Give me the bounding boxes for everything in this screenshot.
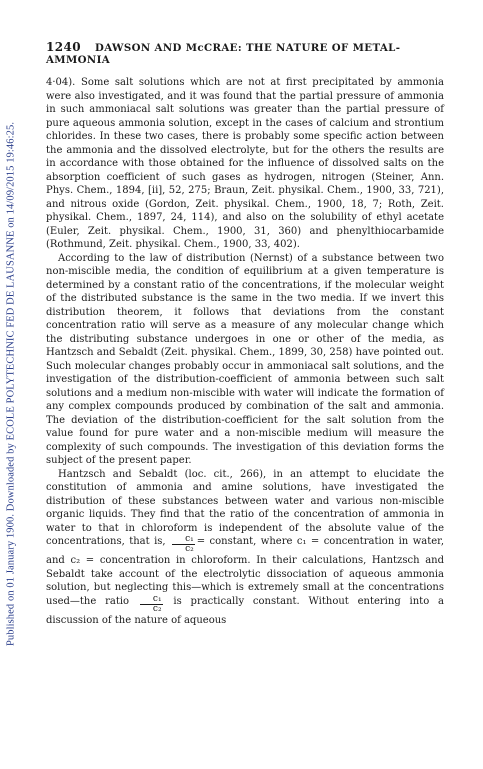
article-body [46, 76, 444, 627]
watermark-text: Published on 01 January 1900. Downloaded by ECOLE POLYTECHNIC FED DE LAUSANNE on 14/09/2015 19:46:25. [5, 121, 17, 647]
journal-page [46, 40, 444, 627]
running-title: DAWSON AND McCRAE: THE NATURE OF METAL-AMMONIA [46, 42, 401, 66]
fraction-denominator: c₂ [185, 544, 194, 554]
fraction-numerator: c₁ [172, 535, 195, 545]
paragraph-2: According to the law of distribution (Nernst) of a substance between two non-miscible media, the condition of equilibrium at a given temperature is determined by a constant ratio of the concentrations, if the molecular weight of the distributed substance is the same in the two media. If we invert this distribution theorem, it follows that deviations from the constant concentration ratio will serve as a measure of any molecular change which the distributing substance undergoes in one or other of the media, as Hantzsch and Sebaldt (Zeit. physikal. Chem., 1899, 30, 258) have pointed out. Such molecular changes probably occur in ammoniacal salt solutions, and the investigation of the distribution-coefficient of ammonia between such salt solutions and a medium non-miscible with water will indicate the formation of any complex compounds produced by combination of the salt and ammonia. The deviation of the distribution-coefficient for the salt solution from the value found for pure water and a non-miscible medium will measure the complexity of such compounds. The investigation of this deviation forms the subject of the present paper. [46, 252, 444, 466]
running-header [46, 40, 444, 66]
paragraph-3-part-b: = constant, where c₁ = concentration in water, and c₂ = concentration in chloroform. In their calculations, Hantzsch and Sebaldt take account of the electrolytic dissociation of aqueous ammonia solution, but neglecting this—which is extremely small at the concentrations used—the ratio [46, 536, 445, 607]
fraction-denominator: c₂ [152, 603, 162, 614]
paragraph-1: 4·04). Some salt solutions which are not at first precipitated by ammonia were also investigated, and it was found that the partial pressure of ammonia in such ammoniacal salt solutions was greater than the partial pressure of pure aqueous ammonia solution, except in the cases of calcium and strontium chlorides. In these two cases, there is probably some specific action between the ammonia and the dissolved electrolyte, but for the others the results are in accordance with those obtained for the influence of dissolved salts on the absorption coefficient of such gases as hydrogen, nitrogen (Steiner, Ann. Phys. Chem., 1894, [ii], 52, 275; Braun, Zeit. physikal. Chem., 1900, 33, 721), and nitrous oxide (Gordon, Zeit. physikal. Chem., 1900, 18, 7; Roth, Zeit. physikal. Chem., 1897, 24, 114), and also on the solubility of ethyl acetate (Euler, Zeit. physikal. Chem., 1900, 31, 360) and phenylthiocarbamide (Rothmund, Zeit. physikal. Chem., 1900, 33, 402). [46, 77, 444, 250]
paragraph-3-part-c: is practically constant. Without entering into a discussion of the nature of aqueous [46, 595, 445, 626]
page-number: 1240 [46, 40, 81, 54]
paragraph-3-part-a: Hantzsch and Sebaldt (loc. cit., 266), in an attempt to elucidate the constitution of ammonia and amine solutions, have investigated the distribution of these substances between water and various non-miscible organic liquids. They find that the ratio of the concentration of ammonia in water to that in chloroform is independent of the absolute value of the concentrations, that is, [46, 468, 444, 547]
download-watermark [2, 0, 20, 769]
ratio-fraction-1 [172, 535, 195, 554]
fraction-numerator: c₁ [140, 595, 163, 605]
paragraph-3 [46, 468, 444, 628]
ratio-fraction-2 [140, 595, 163, 614]
